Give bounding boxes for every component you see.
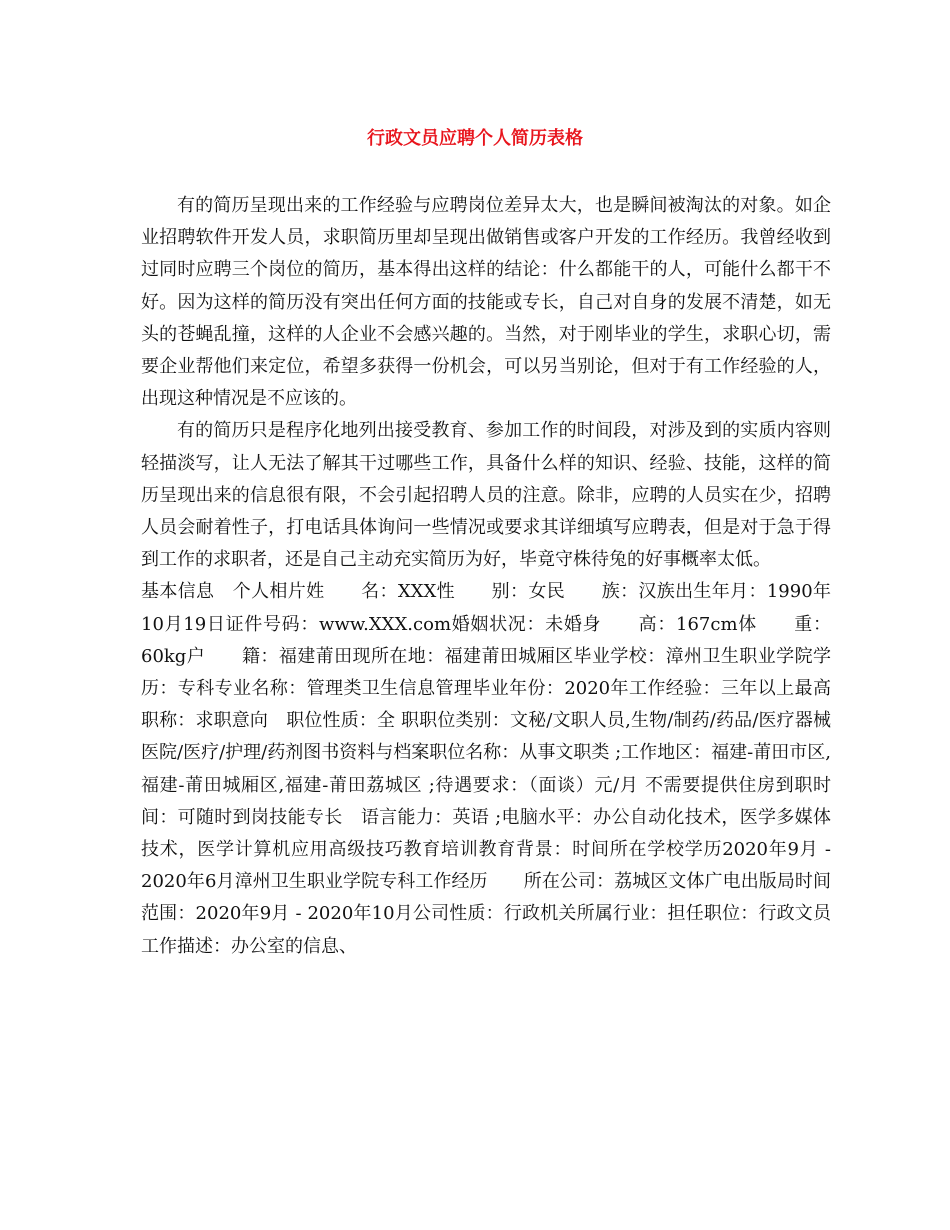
resume-info-block: 基本信息 个人相片姓 名：XXX性 别：女民 族：汉族出生年月：1990年10月19日证件号码：www.XXX.com婚姻状况：未婚身 高：167cm体 重：60kg户 籍：福建莆田现所在地：福建莆田城厢区毕业学校：漳州卫生职业学院学 历：专科专业名称：管理类卫生信息管理毕业年份：2020年工作经验：三年以上最高职称：求职意向 职位性质：全 职职位类别：文秘/文职人员,生物/制药/药品/医疗器械医院/医疗/护理/药剂图书资料与档案职位名称：从事文职类 ;工作地区：福建-莆田市区,福建-莆田城厢区,福建-莆田荔城区 ;待遇要求：（面谈）元/月 不需要提供住房到职时间：可随时到岗技能专长 语言能力：英语 ;电脑水平：办公自动化技术，医学多媒体技术，医学计算机应用高级技巧教育培训教育背景：时间所在学校学历2020年9月 - 2020年6月漳州卫生职业学院专科工作经历 所在公司：荔城区文体广电出版局时间范围：2020年9月 - 2020年10月公司性质：行政机关所属行业：担任职位：行政文员工作描述：办公室的信息、 [141,581,867,957]
paragraph-2: 有的简历只是程序化地列出接受教育、参加工作的时间段，对涉及到的实质内容则轻描淡写，让人无法了解其干过哪些工作，具备什么样的知识、经验、技能，这样的简历呈现出来的信息很有限，不会引起招聘人员的注意。除非，应聘的人员实在少，招聘人员会耐着性子，打电话具体询问一些情况或要求其详细填写应聘表，但是对于急于得到工作的求职者，还是自己主动充实简历为好，毕竟守株待兔的好事概率太低。 [141,420,831,571]
document-title: 行政文员应聘个人简历表格 [367,128,583,149]
document-body [141,190,867,963]
paragraph-1: 有的简历呈现出来的工作经验与应聘岗位差异太大，也是瞬间被淘汰的对象。如企业招聘软件开发人员，求职简历里却呈现出做销售或客户开发的工作经历。我曾经收到过同时应聘三个岗位的简历，基本得出这样的结论：什么都能干的人，可能什么都干不好。因为这样的简历没有突出任何方面的技能或专长，自己对自身的发展不清楚，如无头的苍蝇乱撞，这样的人企业不会感兴趣的。当然，对于刚毕业的学生，求职心切，需要企业帮他们来定位，希望多获得一份机会，可以另当别论，但对于有工作经验的人，出现这种情况是不应该的。 [141,195,831,410]
